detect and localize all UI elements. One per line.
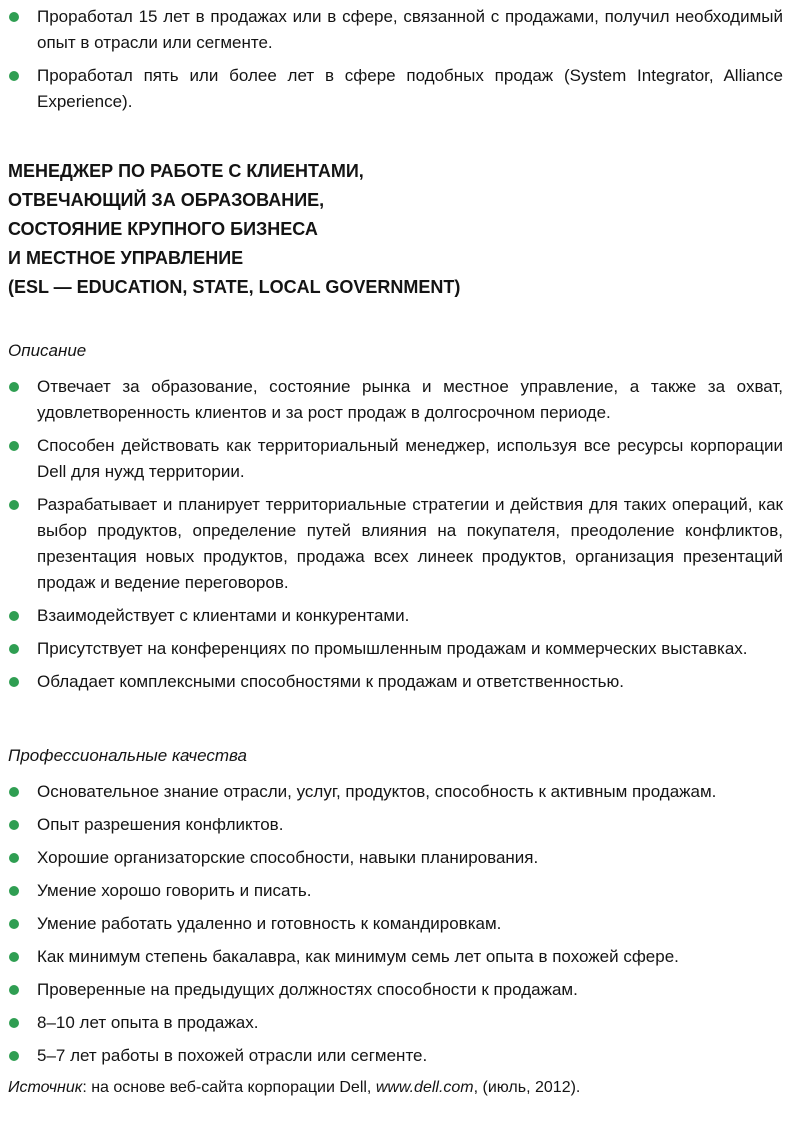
source-line	[8, 1076, 783, 1100]
list-item-text: Умение хорошо говорить и писать.	[37, 881, 312, 900]
heading-line: СОСТОЯНИЕ КРУПНОГО БИЗНЕСА	[8, 219, 318, 239]
list-item	[8, 944, 783, 970]
bullet-icon	[9, 853, 19, 863]
section-label-description: Описание	[8, 341, 87, 360]
list-item	[8, 812, 783, 838]
list-item-text: Присутствует на конференциях по промышленным продажам и коммерческих выставках.	[37, 639, 748, 658]
bullet-icon	[9, 1051, 19, 1061]
list-item-text: Умение работать удаленно и готовность к командировкам.	[37, 914, 502, 933]
list-item	[8, 433, 783, 485]
source-label: Источник	[8, 1079, 83, 1096]
list-item	[8, 911, 783, 937]
list-item-text: Разрабатывает и планирует территориальные стратегии и действия для таких операций, как выбор продуктов, определение путей влияния на покупателя, преодоление конфликтов, презентация новых продуктов, продажа всех линеек продуктов, организация презентаций продаж и ведение переговоров.	[37, 495, 783, 592]
list-item	[8, 845, 783, 871]
bullet-icon	[9, 71, 19, 81]
qualities-bullet-list	[8, 779, 783, 1069]
source-suffix: , (июль, 2012).	[473, 1079, 581, 1096]
list-item	[8, 1043, 783, 1069]
heading-line: ОТВЕЧАЮЩИЙ ЗА ОБРАЗОВАНИЕ,	[8, 190, 325, 210]
bullet-icon	[9, 644, 19, 654]
list-item-text: Как минимум степень бакалавра, как минимум семь лет опыта в похожей сфере.	[37, 947, 679, 966]
list-item	[8, 669, 783, 695]
description-bullet-list	[8, 374, 783, 695]
list-item	[8, 4, 783, 56]
bullet-icon	[9, 1018, 19, 1028]
section-label-qualities: Профессиональные качества	[8, 746, 248, 765]
list-item-text: Хорошие организаторские способности, навыки планирования.	[37, 848, 539, 867]
list-item-text: Опыт разрешения конфликтов.	[37, 815, 284, 834]
bullet-icon	[9, 677, 19, 687]
list-item	[8, 374, 783, 426]
bullet-icon	[9, 985, 19, 995]
bullet-icon	[9, 611, 19, 621]
list-item-text: Проверенные на предыдущих должностях способности к продажам.	[37, 980, 578, 999]
list-item	[8, 977, 783, 1003]
intro-bullet-list	[8, 4, 783, 115]
list-item-text: Проработал пять или более лет в сфере подобных продаж (System Integrator, Alliance Experience).	[37, 66, 783, 111]
list-item-text: 5–7 лет работы в похожей отрасли или сегменте.	[37, 1046, 428, 1065]
bullet-icon	[9, 787, 19, 797]
list-item	[8, 636, 783, 662]
heading-line: МЕНЕДЖЕР ПО РАБОТЕ С КЛИЕНТАМИ,	[8, 161, 364, 181]
list-item-text: Отвечает за образование, состояние рынка и местное управление, а также за охват, удовлетворенность клиентов и за рост продаж в долгосрочном периоде.	[37, 377, 783, 422]
bullet-icon	[9, 500, 19, 510]
list-item-text: Обладает комплексными способностями к продажам и ответственностью.	[37, 672, 624, 691]
bullet-icon	[9, 382, 19, 392]
list-item	[8, 1010, 783, 1036]
list-item-text: Проработал 15 лет в продажах или в сфере, связанной с продажами, получил необходимый опыт в отрасли или сегменте.	[37, 7, 783, 52]
list-item-text: Способен действовать как территориальный менеджер, используя все ресурсы корпорации Dell для нужд территории.	[37, 436, 783, 481]
bullet-icon	[9, 886, 19, 896]
bullet-icon	[9, 919, 19, 929]
list-item-text: 8–10 лет опыта в продажах.	[37, 1013, 259, 1032]
bullet-icon	[9, 952, 19, 962]
bullet-icon	[9, 12, 19, 22]
bullet-icon	[9, 820, 19, 830]
list-item	[8, 63, 783, 115]
list-item	[8, 492, 783, 596]
heading-line: И МЕСТНОЕ УПРАВЛЕНИЕ	[8, 248, 244, 268]
list-item	[8, 603, 783, 629]
heading-line: (ESL — EDUCATION, STATE, LOCAL GOVERNMENT)	[8, 277, 461, 297]
list-item	[8, 779, 783, 805]
list-item	[8, 878, 783, 904]
list-item-text: Взаимодействует с клиентами и конкурентами.	[37, 606, 410, 625]
bullet-icon	[9, 441, 19, 451]
source-text: : на основе веб-сайта корпорации Dell,	[82, 1079, 376, 1096]
list-item-text: Основательное знание отрасли, услуг, продуктов, способность к активным продажам.	[37, 782, 717, 801]
section-heading	[8, 157, 783, 302]
source-url: www.dell.com	[375, 1079, 474, 1096]
